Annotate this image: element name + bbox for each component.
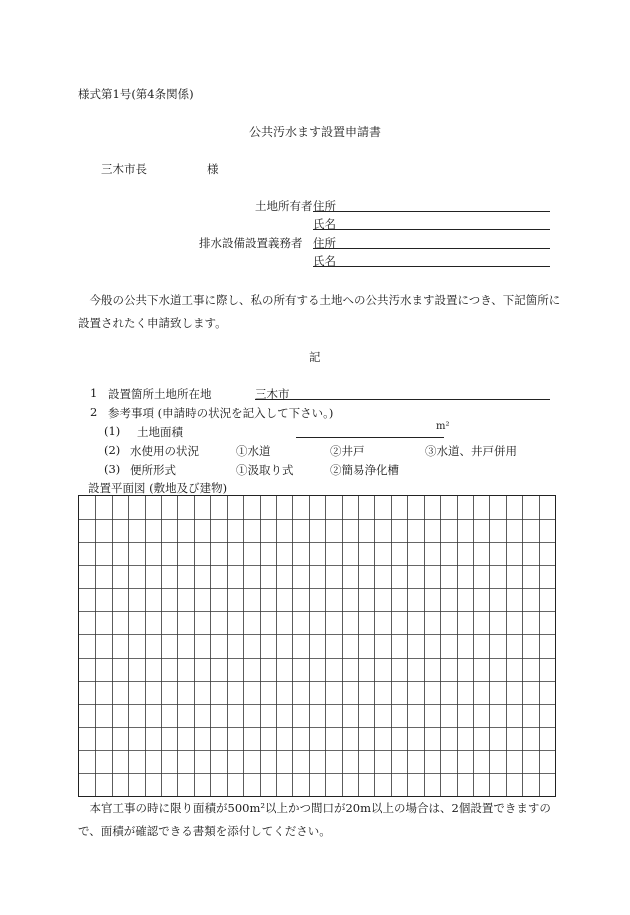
form-number: 様式第1号(第4条関係) (78, 87, 194, 101)
plan-grid-lines (79, 496, 555, 796)
item1-label: 設置箇所土地所在地 (108, 387, 212, 401)
obligor-address-line[interactable] (313, 248, 550, 249)
item2-number: 2 (90, 405, 98, 419)
item2-label: 参考事項 (申請時の状況を記入して下さい。) (108, 406, 334, 420)
sub1-unit: m² (436, 421, 450, 432)
sub1-label: 土地面積 (137, 425, 183, 439)
addressee-name: 三木市長 (101, 162, 147, 176)
item1-value: 三木市 (255, 387, 290, 401)
obligor-name-line[interactable] (313, 266, 550, 267)
ki-heading: 記 (309, 350, 321, 364)
owner-address-line[interactable] (313, 211, 550, 212)
water-option-3[interactable]: ③水道、井戸併用 (425, 444, 517, 458)
item1-number: 1 (90, 386, 98, 400)
sub2-label: 水使用の状況 (130, 444, 199, 458)
land-area-line[interactable] (296, 437, 444, 438)
toilet-option-2[interactable]: ②簡易浄化槽 (330, 463, 399, 477)
owner-name-label: 氏名 (313, 217, 336, 231)
toilet-option-1[interactable]: ①汲取り式 (236, 463, 294, 477)
item1-value-line[interactable] (255, 399, 550, 400)
sub2-number: (2) (104, 443, 121, 457)
obligor-address-label: 住所 (313, 236, 336, 250)
owner-address-label: 住所 (313, 199, 336, 213)
plan-label: 設置平面図 (敷地及び建物) (88, 481, 228, 495)
intro-paragraph: 今般の公共下水道工事に際し、私の所有する土地への公共汚水ます設置につき、下記箇所に設置されたく申請致します。 (78, 293, 561, 330)
addressee-honorific: 様 (207, 162, 219, 176)
water-option-2[interactable]: ②井戸 (330, 444, 365, 458)
page-title: 公共汚水ます設置申請書 (249, 125, 382, 139)
plan-grid[interactable] (78, 495, 556, 797)
sub1-number: (1) (104, 424, 121, 438)
owner-label: 土地所有者 (255, 199, 313, 213)
obligor-name-label: 氏名 (313, 254, 336, 268)
obligor-label: 排水設備設置義務者 (199, 236, 303, 250)
owner-name-line[interactable] (313, 229, 550, 230)
footnote: 本官工事の時に限り面積が500m²以上かつ間口が20m以上の場合は、2個設置できますので、面積が確認できる書類を添付してください。 (78, 801, 551, 838)
water-option-1[interactable]: ①水道 (236, 444, 271, 458)
sub3-number: (3) (104, 462, 121, 476)
sub3-label: 便所形式 (130, 463, 176, 477)
